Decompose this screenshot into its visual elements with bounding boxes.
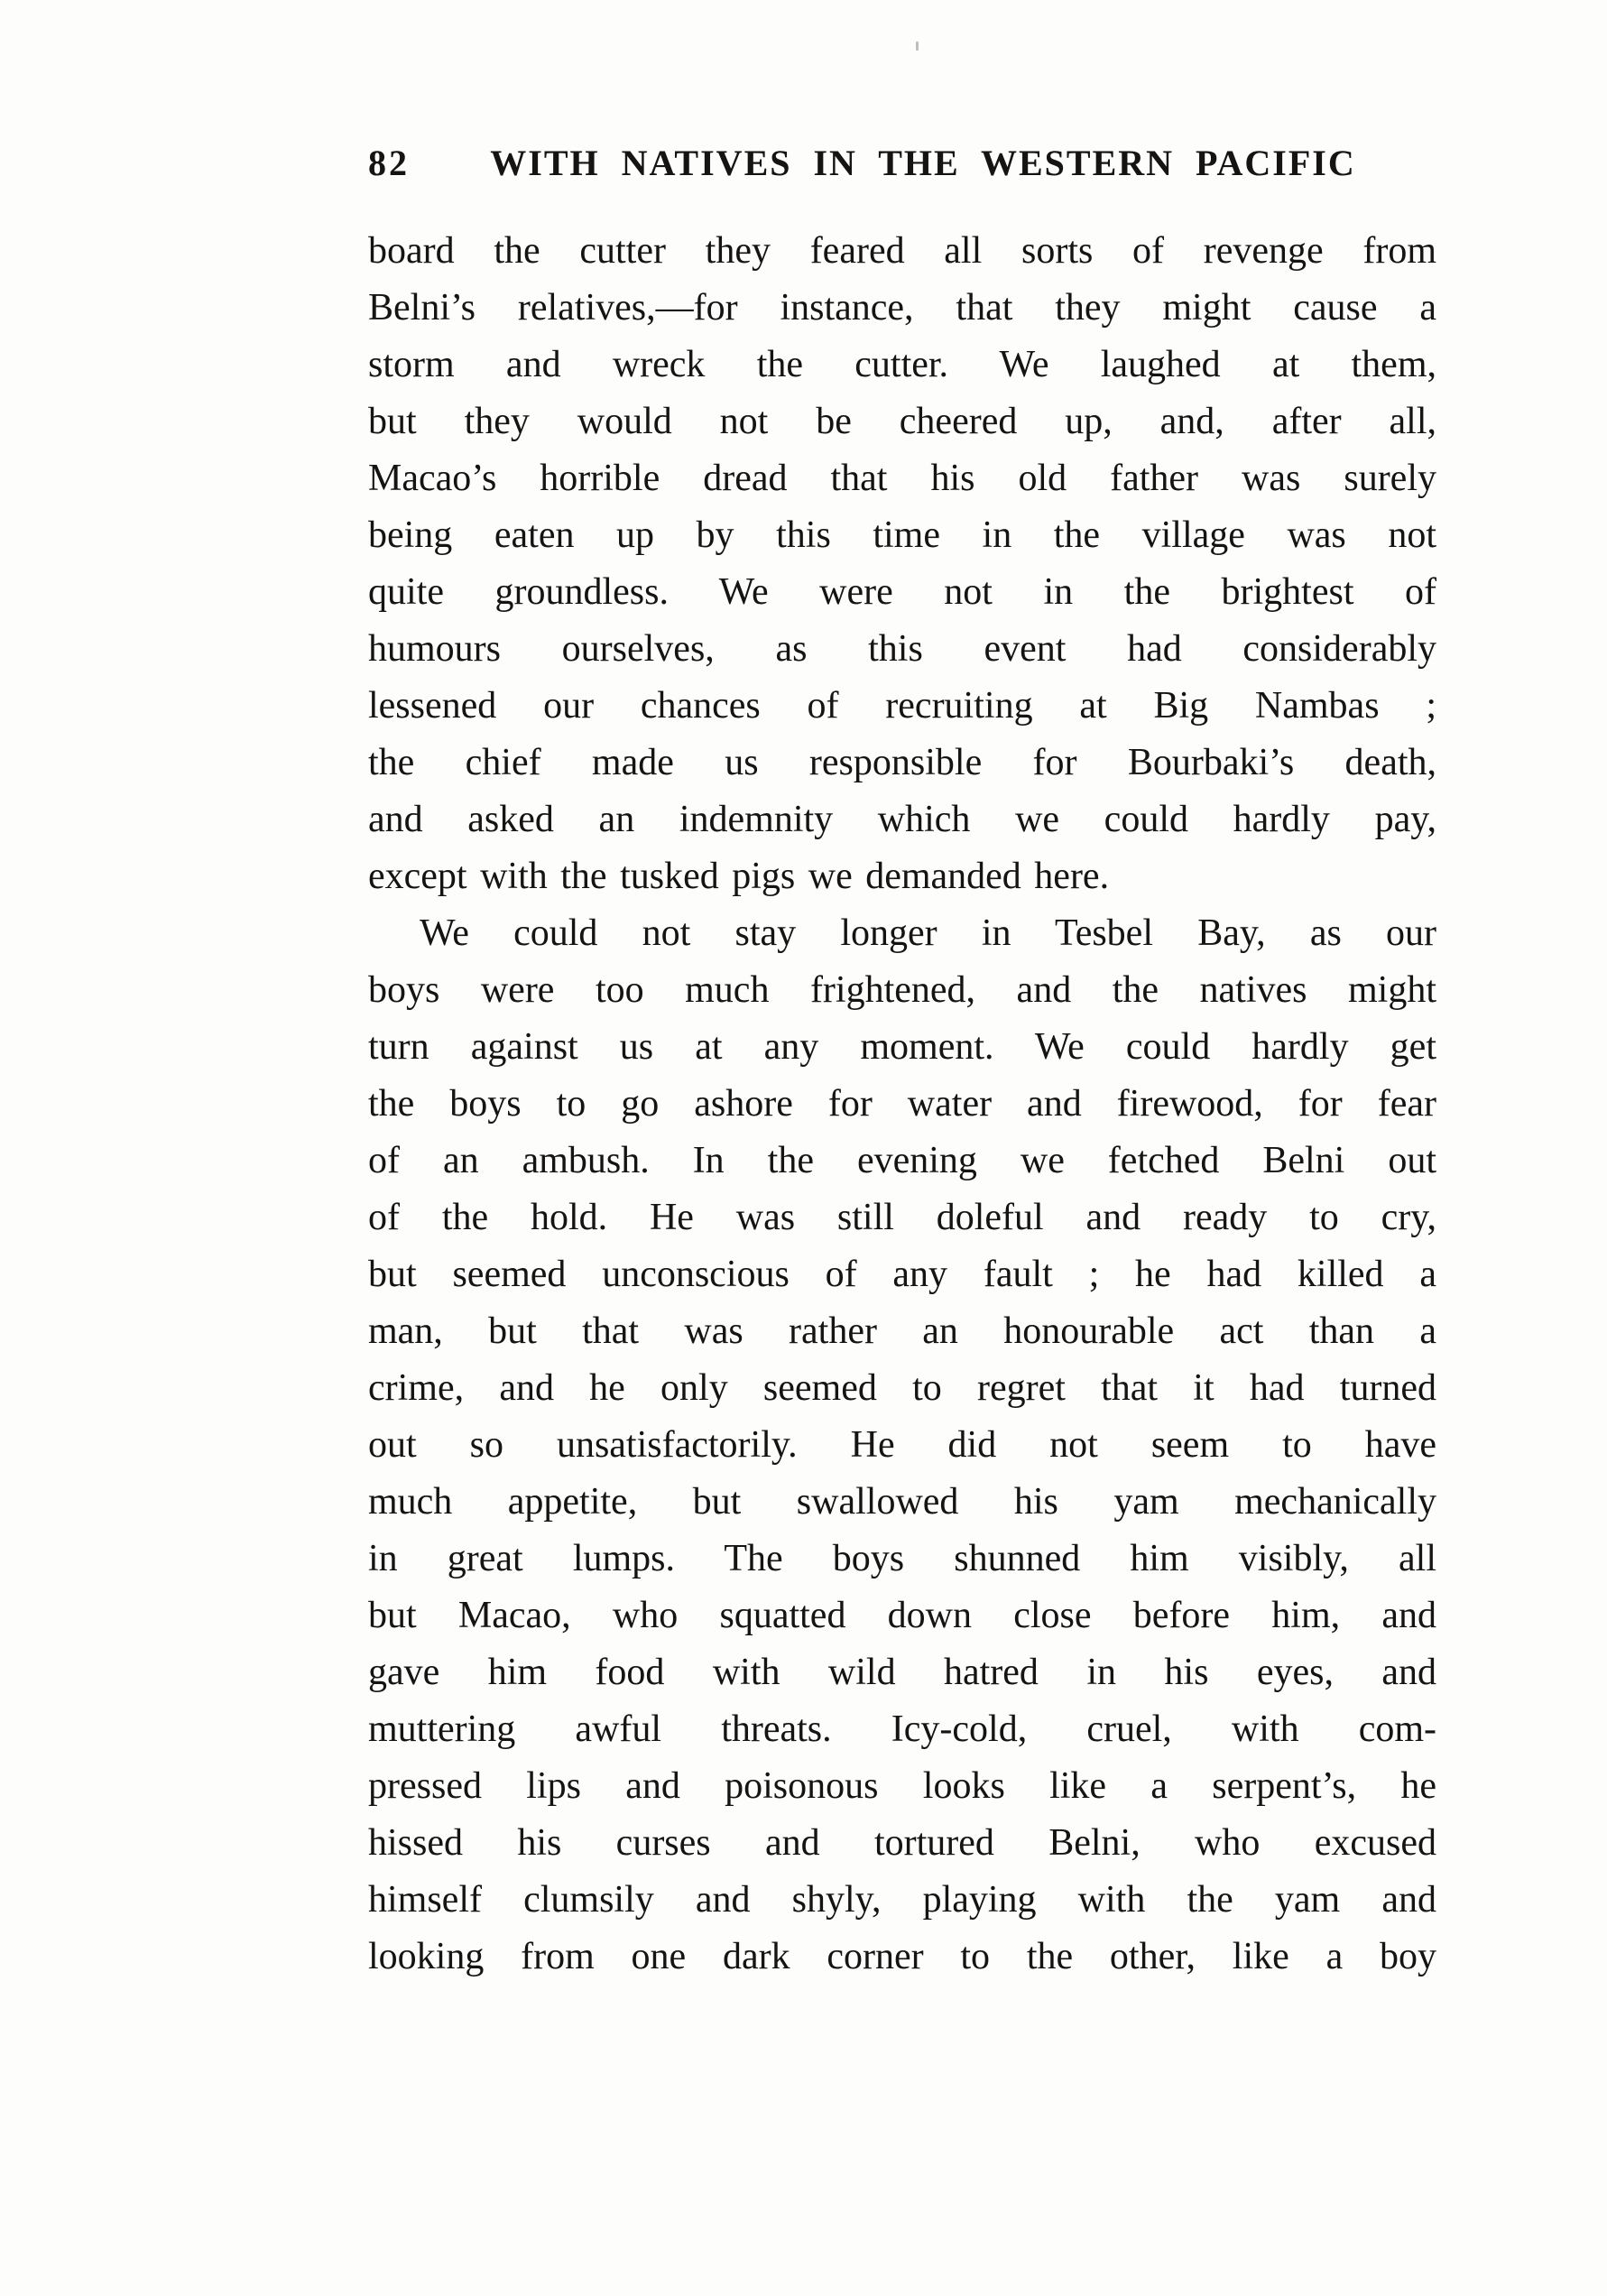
text-line: being eaten up by this time in the village was not (368, 514, 1436, 556)
text-line: of the hold. He was still doleful and ready to cry, (368, 1197, 1436, 1238)
text-line: out so unsatisfactorily. He did not seem to have (368, 1424, 1436, 1466)
text-line: pressed lips and poisonous looks like a serpent’s, he (368, 1765, 1436, 1807)
text-line: looking from one dark corner to the other, like a boy (368, 1936, 1436, 1977)
paragraph (368, 905, 1436, 1986)
text-line: quite groundless. We were not in the brightest of (368, 571, 1436, 613)
scan-artifact (916, 42, 919, 51)
running-title: WITH NATIVES IN THE WESTERN PACIFIC (490, 143, 1356, 183)
text-line: the boys to go ashore for water and firewood, for fear (368, 1083, 1436, 1125)
text-line: of an ambush. In the evening we fetched Belni out (368, 1140, 1436, 1181)
text-line: much appetite, but swallowed his yam mechanically (368, 1481, 1436, 1523)
text-line: but they would not be cheered up, and, after all, (368, 401, 1436, 442)
text-line: except with the tusked pigs we demanded here. (368, 856, 1110, 897)
page-body (368, 223, 1436, 1986)
text-line: gave him food with wild hatred in his eyes, and (368, 1652, 1436, 1693)
text-column (368, 143, 1436, 1986)
paragraph (368, 223, 1436, 905)
text-line: lessened our chances of recruiting at Big Nambas ; (368, 685, 1436, 727)
text-line: man, but that was rather an honourable act than a (368, 1310, 1436, 1352)
text-line: We could not stay longer in Tesbel Bay, as our (420, 912, 1436, 954)
text-line: himself clumsily and shyly, playing with the yam and (368, 1879, 1436, 1921)
text-line: but Macao, who squatted down close before him, and (368, 1595, 1436, 1636)
text-line: the chief made us responsible for Bourbaki’s death, (368, 742, 1436, 783)
page-header (368, 143, 1436, 184)
text-line: and asked an indemnity which we could hardly pay, (368, 799, 1436, 840)
page-number: 82 (368, 143, 410, 183)
text-line: in great lumps. The boys shunned him visibly, all (368, 1538, 1436, 1579)
text-line: board the cutter they feared all sorts of revenge from (368, 230, 1436, 272)
text-line: storm and wreck the cutter. We laughed at them, (368, 344, 1436, 385)
text-line: hissed his curses and tortured Belni, who excused (368, 1822, 1436, 1864)
text-line: but seemed unconscious of any fault ; he had killed a (368, 1254, 1436, 1295)
text-line: humours ourselves, as this event had considerably (368, 628, 1436, 670)
text-line: boys were too much frightened, and the natives might (368, 969, 1436, 1011)
text-line: crime, and he only seemed to regret that it had turned (368, 1367, 1436, 1409)
text-line: muttering awful threats. Icy-cold, cruel, with com- (368, 1708, 1436, 1750)
text-line: Belni’s relatives,—for instance, that they might cause a (368, 287, 1436, 329)
text-line: turn against us at any moment. We could hardly get (368, 1026, 1436, 1068)
text-line: Macao’s horrible dread that his old father was surely (368, 458, 1436, 499)
